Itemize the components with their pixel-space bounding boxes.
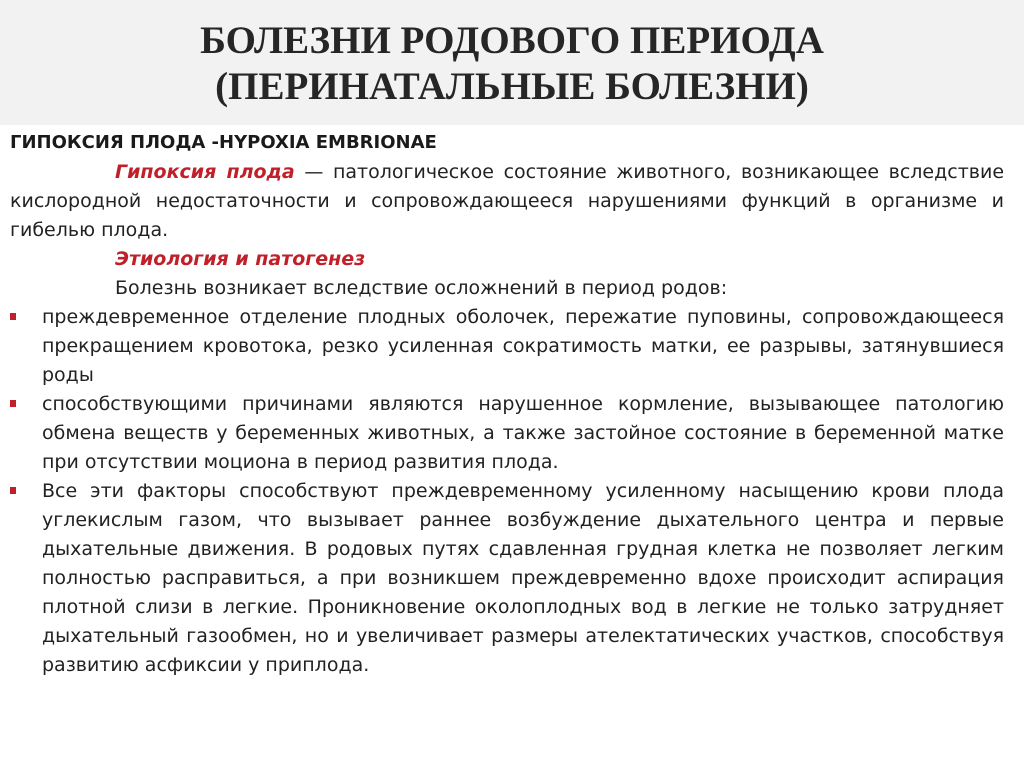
- square-bullet-icon: [10, 400, 16, 407]
- definition-text: — патологическое состояние животного, возникающее вследствие кислородной недостаточности и сопровождающееся нарушениями функций в организме и гибелью плода.: [10, 161, 1005, 241]
- bullet-list: [10, 303, 1004, 680]
- title-line-1: БОЛЕЗНИ РОДОВОГО ПЕРИОДА: [200, 19, 824, 62]
- definition-term: Гипоксия плода: [115, 161, 295, 183]
- section-heading: ГИПОКСИЯ ПЛОДА -HYPOXIA EMBRIONAE: [10, 132, 437, 153]
- square-bullet-icon: [10, 487, 16, 494]
- slide-title: [0, 18, 1024, 110]
- list-item: [10, 303, 1004, 390]
- slide-content: [10, 128, 1004, 680]
- square-bullet-icon: [10, 313, 16, 320]
- list-item-text: способствующими причинами являются нарушенное кормление, вызывающее патологию обмена веществ у беременных животных, а также застойное состояние в беременной матке при отсутствии моциона в период развития плода.: [42, 393, 1004, 473]
- etiology-subheading: Этиология и патогенез: [115, 248, 366, 270]
- title-line-2: (ПЕРИНАТАЛЬНЫЕ БОЛЕЗНИ): [215, 65, 809, 108]
- slide-header: [0, 0, 1024, 125]
- definition-paragraph: [10, 158, 1004, 245]
- intro-text: Болезнь возникает вследствие осложнений в период родов:: [115, 277, 728, 299]
- list-item: [10, 477, 1004, 680]
- list-item-text: Все эти факторы способствуют преждевременному усиленному насыщению крови плода углекислым газом, что вызывает раннее возбуждение дыхательного центра и первые дыхательные движения. В родовых путях сдавленная грудная клетка не позволяет легким полностью расправиться, а при возникшем преждевременно вдохе происходит аспирация плотной слизи в легкие. Проникновение околоплодных вод в легкие не только затрудняет дыхательный газообмен, но и увеличивает размеры ателектатических участков, способствуя развитию асфиксии у приплода.: [42, 480, 1004, 676]
- list-item-text: преждевременное отделение плодных оболочек, пережатие пуповины, сопровождающееся прекращением кровотока, резко усиленная сократимость матки, ее разрывы, затянувшиеся роды: [42, 306, 1004, 386]
- list-item: [10, 390, 1004, 477]
